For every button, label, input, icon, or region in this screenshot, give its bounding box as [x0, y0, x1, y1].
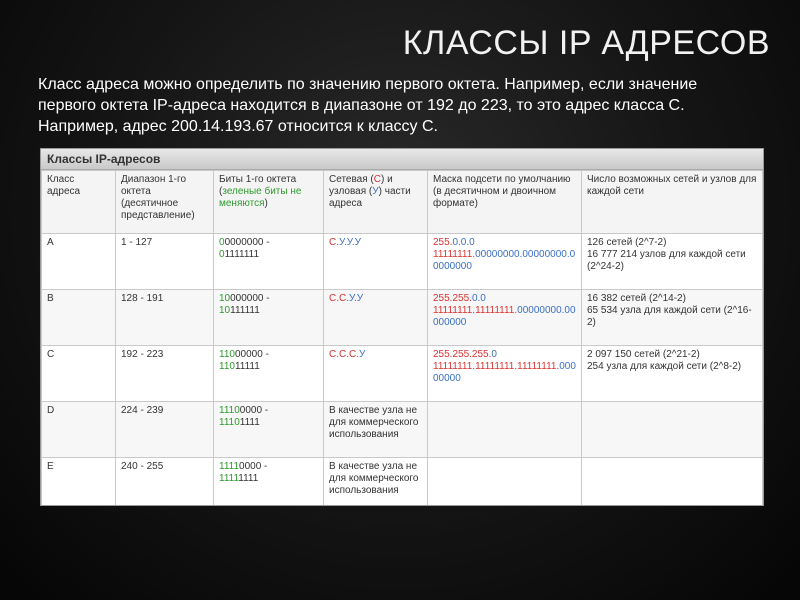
- table-row-a: [42, 234, 763, 290]
- table-row-b: [42, 290, 763, 346]
- bits-fixed: 1111: [219, 461, 240, 472]
- bits-fixed: 10: [219, 293, 231, 304]
- cell-count: [582, 402, 763, 458]
- mask-net: 255.255.: [433, 293, 472, 304]
- net-note: В качестве узла не для коммерческого использования: [329, 405, 419, 440]
- mask-bin-net: 11111111.11111111.: [433, 305, 518, 316]
- mask-net: 255.255.255.: [433, 349, 492, 360]
- host-part: У.У.У: [339, 237, 361, 248]
- host-part: У: [359, 349, 366, 360]
- ip-classes-table-panel: [40, 148, 764, 506]
- cell-range: 1 - 127: [116, 234, 214, 290]
- bits-fixed: 0: [219, 237, 225, 248]
- header-bits: [214, 171, 324, 234]
- bits-rest: 1111: [239, 417, 260, 428]
- header-net-host: [324, 171, 428, 234]
- cell-mask: [428, 402, 582, 458]
- cell-class: C: [42, 346, 116, 402]
- cell-net-host: [324, 234, 428, 290]
- header-bits-prefix: Биты 1-го октета (: [219, 174, 297, 197]
- cell-range: 240 - 255: [116, 458, 214, 507]
- cell-range: 224 - 239: [116, 402, 214, 458]
- bits-fixed: 110: [219, 349, 235, 360]
- net-note: В качестве узла не для коммерческого использования: [329, 461, 419, 496]
- header-net-p1: Сетевая (: [329, 174, 374, 185]
- bits-fixed: 0: [219, 249, 225, 260]
- mask-host: 0.0.0: [452, 237, 475, 248]
- bits-fixed: 10: [219, 305, 231, 316]
- bits-rest: 0000 -: [239, 405, 269, 416]
- cell-class: D: [42, 402, 116, 458]
- host-part: У.У: [349, 293, 364, 304]
- count-hosts: 16 777 214 узлов для каждой сети (2^24-2): [587, 249, 746, 272]
- cell-mask: [428, 458, 582, 507]
- bits-fixed: 1110: [219, 405, 240, 416]
- header-net-p3: ) части адреса: [329, 186, 411, 209]
- slide-title: КЛАССЫ IP АДРЕСОВ: [402, 24, 770, 62]
- cell-range: 192 - 223: [116, 346, 214, 402]
- bits-rest: 000000 -: [230, 293, 270, 304]
- cell-net-host: [324, 346, 428, 402]
- mask-bin-net: 11111111.11111111.11111111.: [433, 361, 560, 372]
- cell-bits: [214, 402, 324, 458]
- table-row-d: [42, 402, 763, 458]
- cell-class: E: [42, 458, 116, 507]
- ip-classes-table: [41, 170, 763, 506]
- cell-bits: [214, 346, 324, 402]
- mask-bin-host: 00000000: [433, 361, 576, 384]
- bits-fixed: 1111: [219, 473, 239, 484]
- bits-rest: 0000 -: [239, 461, 268, 472]
- header-count: Число возможных сетей и узлов для каждой сети: [582, 171, 763, 234]
- cell-bits: [214, 234, 324, 290]
- mask-bin-net: 11111111.: [433, 249, 476, 260]
- mask-bin-host: 00000000.00000000.00000000: [433, 249, 576, 272]
- cell-net-host: [324, 458, 428, 507]
- bits-rest: 111111: [230, 305, 260, 316]
- bits-rest: 1111: [238, 473, 259, 484]
- header-bits-green: зеленые биты не меняются: [219, 186, 302, 209]
- cell-count: [582, 290, 763, 346]
- count-hosts: 254 узла для каждой сети (2^8-2): [587, 361, 742, 372]
- bits-fixed: 1110: [219, 417, 240, 428]
- cell-count: [582, 346, 763, 402]
- mask-bin-host: 00000000.00000000: [433, 305, 576, 328]
- count-networks: 2 097 150 сетей (2^21-2): [587, 349, 700, 360]
- cell-net-host: [324, 290, 428, 346]
- header-mask: Маска подсети по умолчанию (в десятичном и двоичном формате): [428, 171, 582, 234]
- cell-count: [582, 458, 763, 507]
- header-net-p2: ) и узловая (: [329, 174, 393, 197]
- intro-paragraph: Класс адреса можно определить по значению первого октета. Например, если значение первого октета IP-адреса находится в диапазоне от 192 до 223, то это адрес класса С. Например, адрес 200.14.193.67 относится к классу С.: [38, 76, 698, 135]
- cell-class: A: [42, 234, 116, 290]
- header-range: Диапазон 1-го октета (десятичное представление): [116, 171, 214, 234]
- header-class: Класс адреса: [42, 171, 116, 234]
- cell-net-host: [324, 402, 428, 458]
- count-hosts: 65 534 узла для каждой сети (2^16-2): [587, 305, 752, 328]
- header-bits-suffix: ): [264, 198, 268, 209]
- bits-rest: 11111: [234, 361, 260, 372]
- bits-rest: 1111111: [224, 249, 260, 260]
- table-caption: Классы IP-адресов: [41, 149, 763, 170]
- net-part: С.С.С.: [329, 349, 359, 360]
- bits-fixed: 110: [219, 361, 235, 372]
- count-networks: 126 сетей (2^7-2): [587, 237, 667, 248]
- header-net-s: С: [373, 174, 381, 185]
- table-row-e: [42, 458, 763, 507]
- header-net-u: У: [372, 186, 379, 197]
- cell-range: 128 - 191: [116, 290, 214, 346]
- cell-class: B: [42, 290, 116, 346]
- count-networks: 16 382 сетей (2^14-2): [587, 293, 686, 304]
- mask-host: 0.0: [471, 293, 486, 304]
- bits-rest: 00000 -: [234, 349, 269, 360]
- table-row-c: [42, 346, 763, 402]
- cell-mask: [428, 234, 582, 290]
- mask-host: 0: [491, 349, 497, 360]
- net-part: С.С.: [329, 293, 349, 304]
- bits-rest: 0000000 -: [224, 237, 270, 248]
- cell-count: [582, 234, 763, 290]
- net-part: С.: [329, 237, 339, 248]
- cell-mask: [428, 290, 582, 346]
- cell-bits: [214, 290, 324, 346]
- mask-net: 255.: [433, 237, 453, 248]
- cell-mask: [428, 346, 582, 402]
- table-header-row: [42, 171, 763, 234]
- cell-bits: [214, 458, 324, 507]
